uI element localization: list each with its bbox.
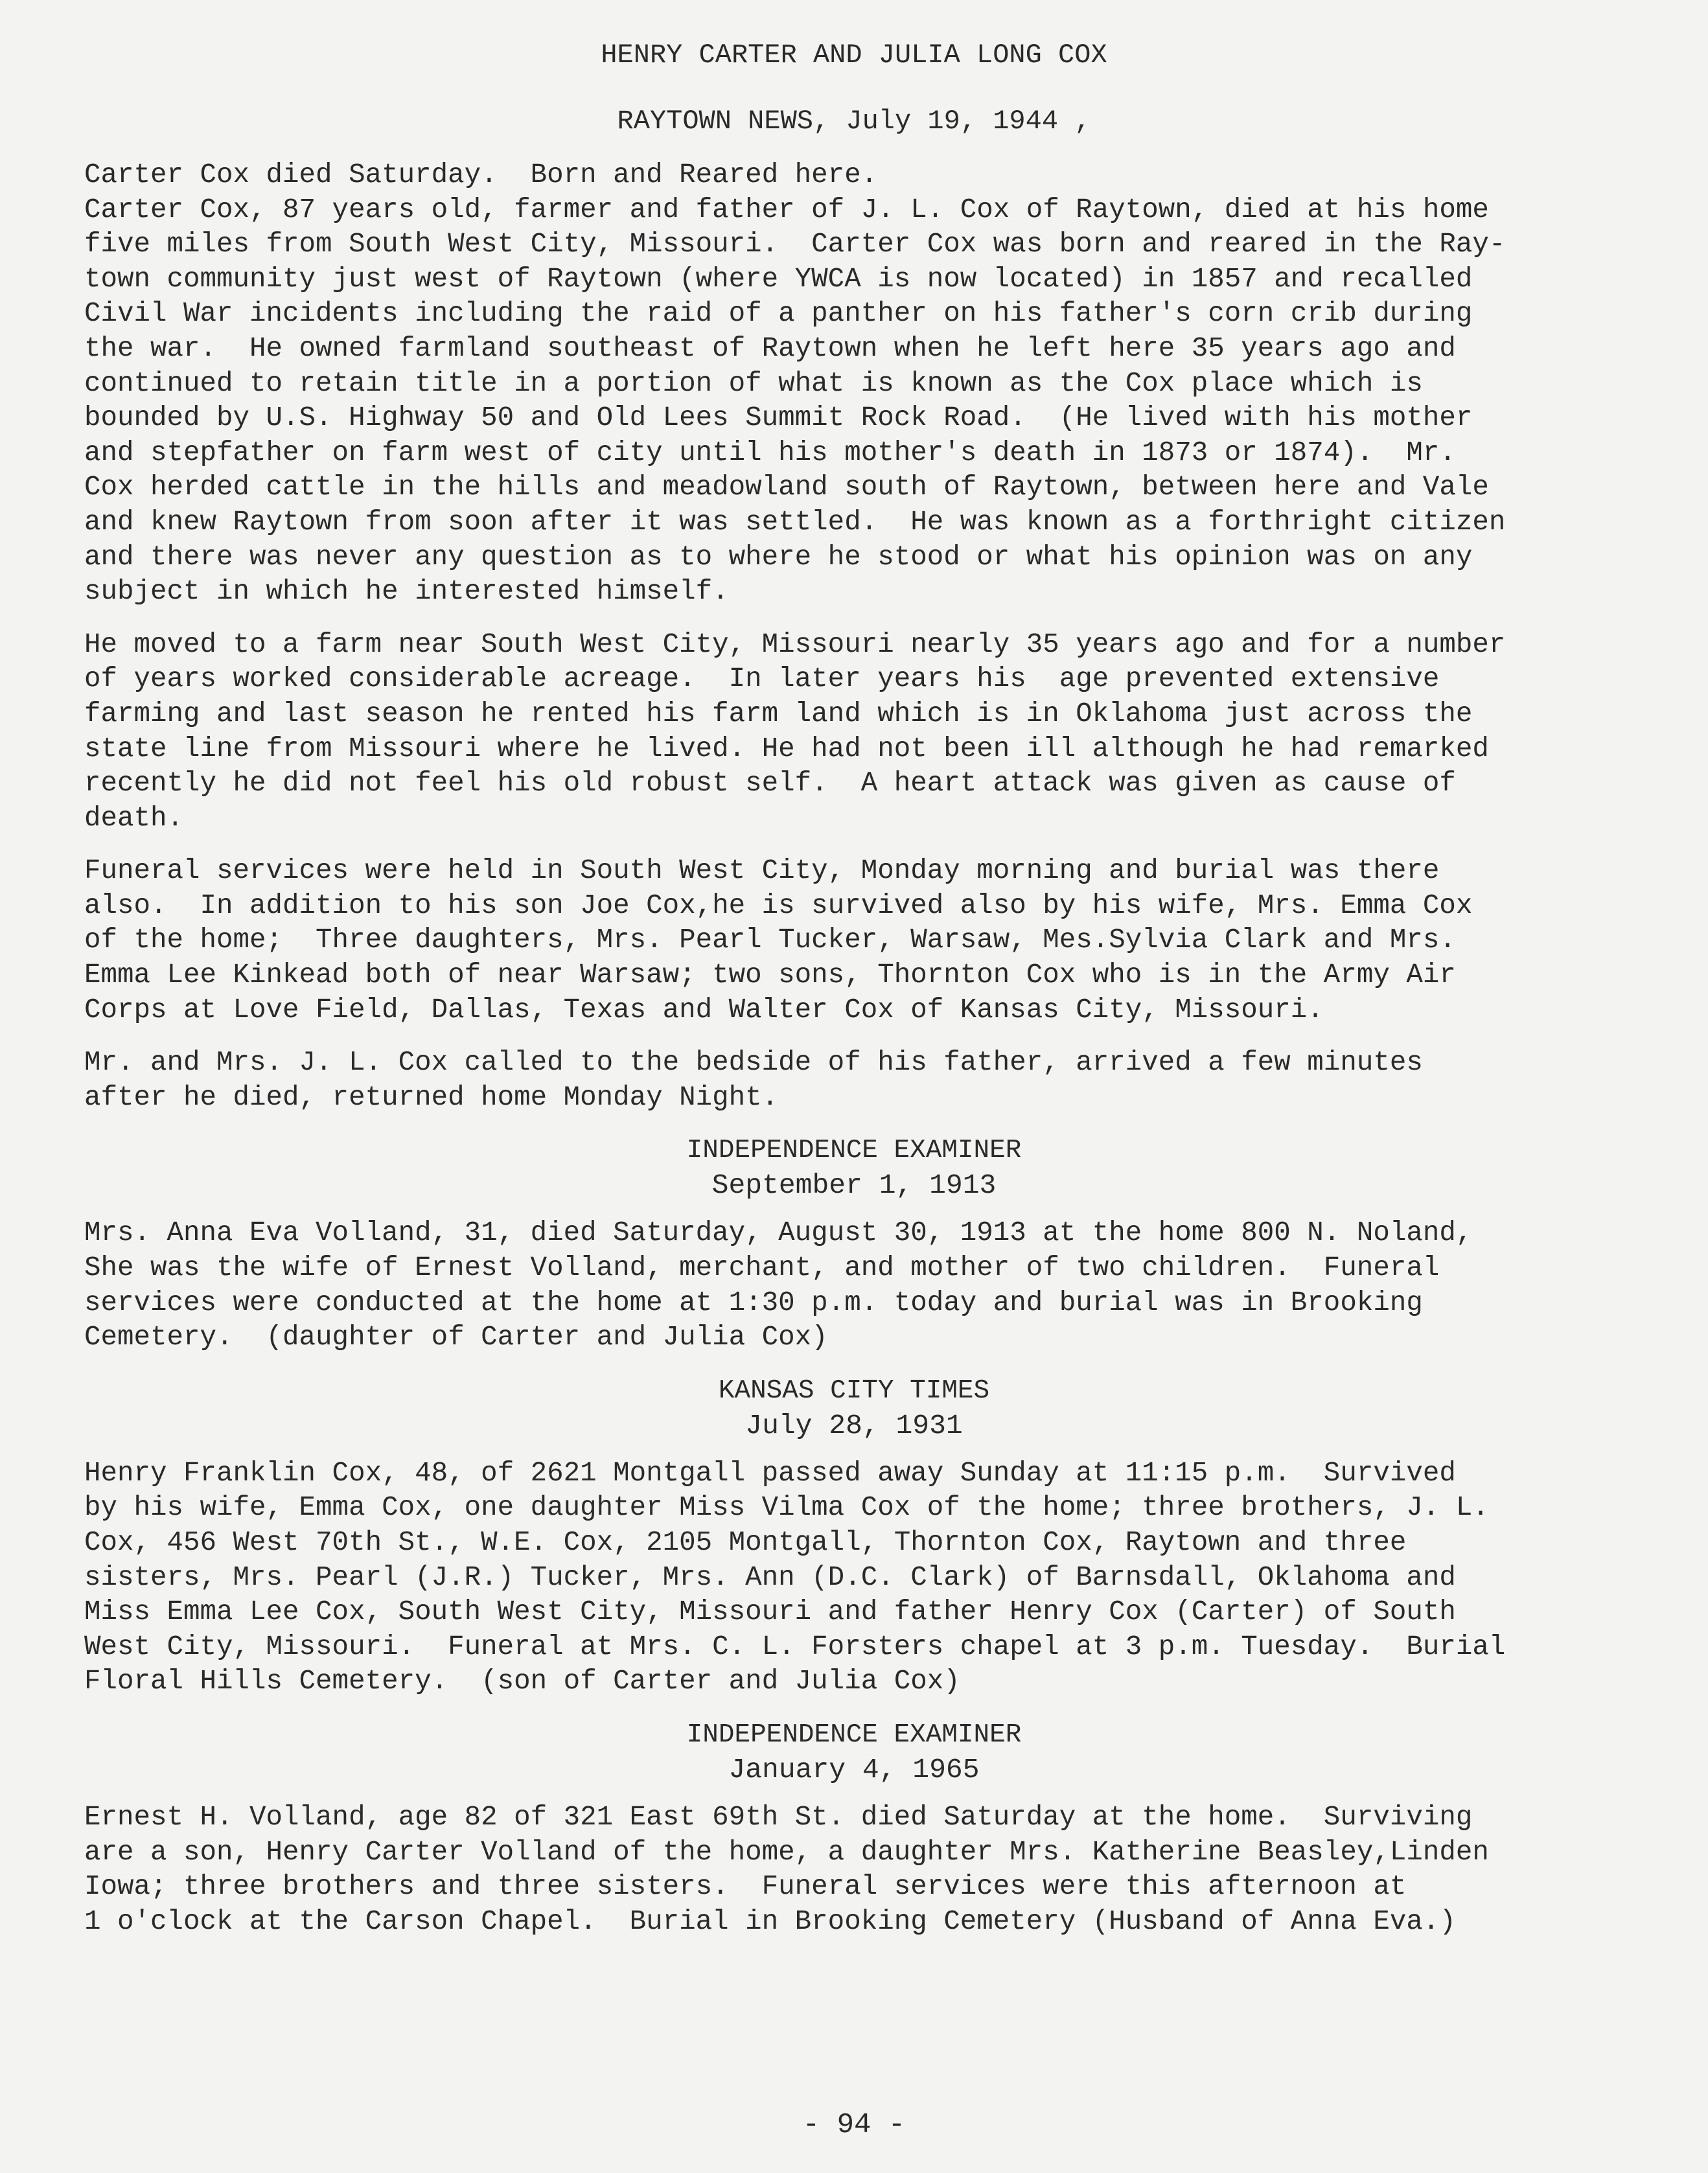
source-date: July 28, 1931 (745, 1409, 963, 1442)
source-name: INDEPENDENCE EXAMINER (686, 1719, 1022, 1750)
paragraph: Ernest H. Volland, age 82 of 321 East 69th St. died Saturday at the home. Surviving are a son, Henry Carter Volland of the home, a daughter Mrs. Katherine Beasley,Linden Iowa; three brothers and three sisters. Funeral services were this afternoon at 1 o'clock at the Carson Chapel. Burial in Brooking Cemetery (Husband of Anna Eva.) (84, 1801, 1489, 1937)
section-independence-examiner-1913 (84, 1133, 1624, 1355)
source-heading: RAYTOWN NEWS, July 19, 1944 , (617, 106, 1091, 137)
source-date: September 1, 1913 (711, 1169, 997, 1202)
paragraph: Funeral services were held in South West City, Monday morning and burial was there also. In addition to his son Joe Cox,he is survived also by his wife, Mrs. Emma Cox of the home; Three daughters, Mrs. Pearl Tucker, Warsaw, Mes.Sylvia Clark and Mrs. Emma Lee Kinkead both of near Warsaw; two sons, Thornton Cox who is in the Army Air Corps at Love Field, Dallas, Texas and Walter Cox of Kansas City, Missouri. (84, 855, 1473, 1026)
source-name: KANSAS CITY TIMES (718, 1375, 990, 1406)
paragraph: Mr. and Mrs. J. L. Cox called to the bedside of his father, arrived a few minutes after he died, returned home Monday Night. (84, 1047, 1423, 1113)
source-date: January 4, 1965 (728, 1753, 980, 1786)
section-kansas-city-times-1931 (84, 1374, 1624, 1699)
paragraph: Henry Franklin Cox, 48, of 2621 Montgall passed away Sunday at 11:15 p.m. Survived by his wife, Emma Cox, one daughter Miss Vilma Cox of the home; three brothers, J. L. Cox, 456 West 70th St., W.E. Cox, 2105 Montgall, Thornton Cox, Raytown and three sisters, Mrs. Pearl (J.R.) Tucker, Mrs. Ann (D.C. Clark) of Barnsdall, Oklahoma and Miss Emma Lee Cox, South West City, Missouri and father Henry Cox (Carter) of South West City, Missouri. Funeral at Mrs. C. L. Forsters chapel at 3 p.m. Tuesday. Burial Floral Hills Cemetery. (son of Carter and Julia Cox) (84, 1457, 1506, 1697)
source-name: INDEPENDENCE EXAMINER (686, 1136, 1022, 1166)
source-heading (84, 1718, 1624, 1788)
section-independence-examiner-1965 (84, 1718, 1624, 1939)
source-heading (84, 1133, 1624, 1203)
paragraph: He moved to a farm near South West City, Missouri nearly 35 years ago and for a number of years worked considerable acreage. In later years his age prevented extensive farming and last season he rented his farm land which is in Oklahoma just across the state line from Missouri where he lived. He had not been ill although he had remarked recently he did not feel his old robust self. A heart attack was given as cause of death. (84, 628, 1506, 834)
page-number: - 94 - (802, 2109, 906, 2141)
source-heading (84, 1374, 1624, 1443)
paragraph: Carter Cox died Saturday. Born and Reared here. Carter Cox, 87 years old, farmer and father of J. L. Cox of Raytown, died at his home five miles from South West City, Missouri. Carter Cox was born and reared in the Ray- town community just west of Raytown (where YWCA is now located) in 1857 and recalled Civil War incidents including the raid of a panther on his father's corn crib during the war. He owned farmland southeast of Raytown when he left here 35 years ago and continued to retain title in a portion of what is known as the Cox place which is bounded by U.S. Highway 50 and Old Lees Summit Rock Road. (He lived with his mother and stepfather on farm west of city until his mother's death in 1873 or 1874). Mr. Cox herded cattle in the hills and meadowland south of Raytown, between here and Vale and knew Raytown from soon after it was settled. He was known as a forthright citizen and there was never any question as to where he stood or what his opinion was on any subject in which he interested himself. (84, 159, 1506, 608)
page-title: HENRY CARTER AND JULIA LONG COX (601, 40, 1107, 71)
section-raytown-news (84, 104, 1624, 1115)
paragraph: Mrs. Anna Eva Volland, 31, died Saturday, August 30, 1913 at the home 800 N. Noland, She was the wife of Ernest Volland, merchant, and mother of two children. Funeral services were conducted at the home at 1:30 p.m. today and burial was in Brooking Cemetery. (daughter of Carter and Julia Cox) (84, 1217, 1473, 1353)
